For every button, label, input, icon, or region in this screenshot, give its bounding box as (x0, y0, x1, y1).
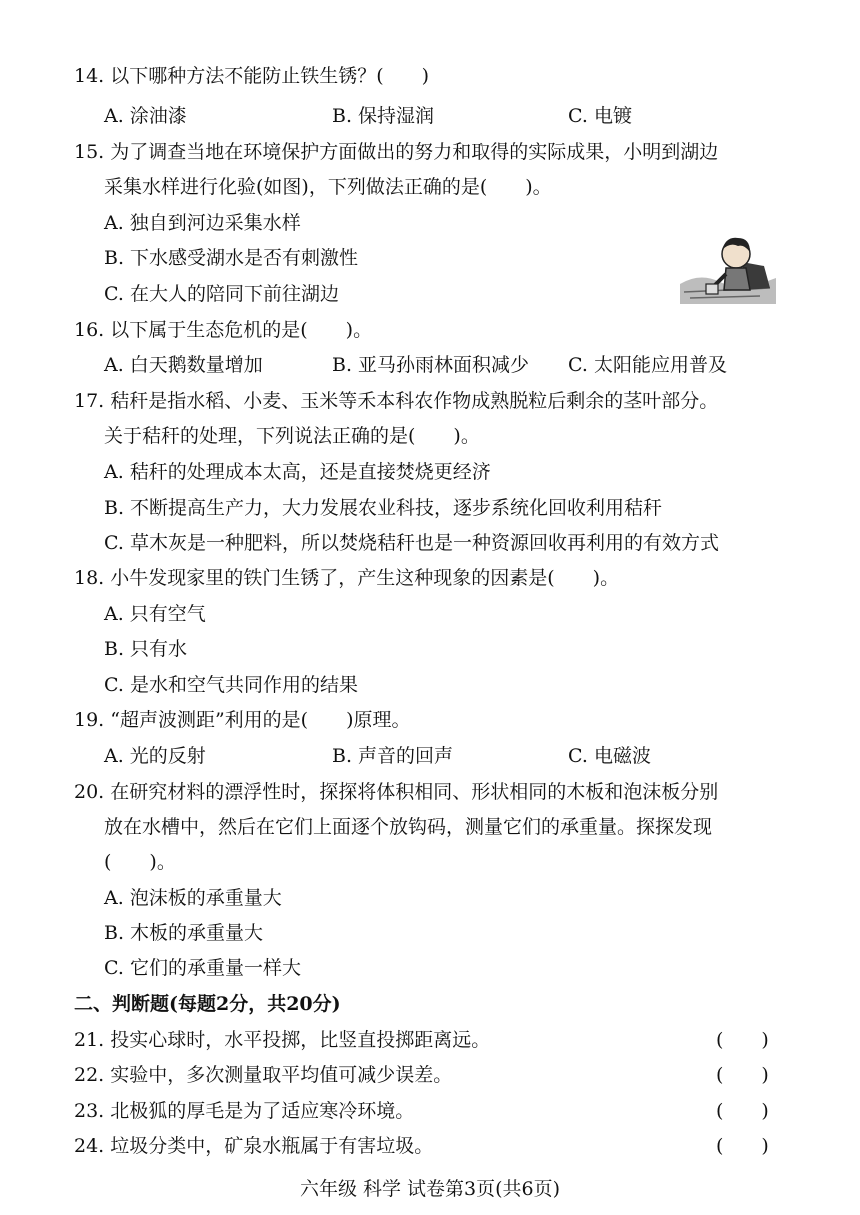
q18-option-b: B. 只有水 (104, 638, 188, 660)
q16-option-a: A. 白天鹅数量增加 (104, 354, 263, 376)
q17-stem-line1: 17. 秸秆是指水稻、小麦、玉米等禾本科农作物成熟脱粒后剩余的茎叶部分。 (74, 390, 719, 412)
q20-option-a: A. 泡沫板的承重量大 (104, 887, 282, 909)
q19-option-a: A. 光的反射 (104, 745, 206, 767)
q20-stem-line2: 放在水槽中，然后在它们上面逐个放钩码，测量它们的承重量。探探发现 (104, 816, 713, 838)
q20-option-b: B. 木板的承重量大 (104, 922, 264, 944)
q16-stem: 16. 以下属于生态危机的是( )。 (74, 319, 373, 341)
q19-option-b: B. 声音的回声 (332, 745, 454, 767)
section-2-title: 二、判断题(每题2分，共20分) (74, 993, 341, 1015)
q23-answer-blank[interactable]: ( ) (716, 1100, 769, 1122)
page-footer: 六年级 科学 试卷第3页(共6页) (299, 1178, 561, 1200)
q19-options (104, 743, 804, 769)
q21-answer-blank[interactable]: ( ) (716, 1029, 769, 1051)
q19-stem: 19. “超声波测距”利用的是( )原理。 (74, 709, 411, 731)
q24-answer-blank[interactable]: ( ) (716, 1135, 769, 1157)
q15-option-b: B. 下水感受湖水是否有刺激性 (104, 247, 359, 269)
q17-option-c: C. 草木灰是一种肥料，所以焚烧秸秆也是一种资源回收再利用的有效方式 (104, 532, 719, 554)
q19-option-c: C. 电磁波 (568, 745, 651, 767)
q17-stem-line2: 关于秸秆的处理，下列说法正确的是( )。 (104, 425, 480, 447)
q15-option-c: C. 在大人的陪同下前往湖边 (104, 283, 339, 305)
q20-stem-line1: 20. 在研究材料的漂浮性时，探探将体积相同、形状相同的木板和泡沫板分别 (74, 781, 719, 803)
q18-option-a: A. 只有空气 (104, 603, 206, 625)
q23-statement: 23. 北极狐的厚毛是为了适应寒冷环境。 (74, 1100, 415, 1122)
q17-option-a: A. 秸秆的处理成本太高，还是直接焚烧更经济 (104, 461, 491, 483)
q14-stem: 14. 以下哪种方法不能防止铁生锈？( ) (74, 65, 430, 87)
q16-options (104, 352, 804, 378)
q18-stem: 18. 小牛发现家里的铁门生锈了，产生这种现象的因素是( )。 (74, 567, 620, 589)
q21-statement: 21. 投实心球时，水平投掷，比竖直投掷距离远。 (74, 1029, 491, 1051)
q14-option-c: C. 电镀 (568, 105, 632, 127)
q18-option-c: C. 是水和空气共同作用的结果 (104, 674, 358, 696)
q20-option-c: C. 它们的承重量一样大 (104, 957, 301, 979)
q24-statement: 24. 垃圾分类中，矿泉水瓶属于有害垃圾。 (74, 1135, 434, 1157)
q15-stem-line2: 采集水样进行化验(如图)，下列做法正确的是( )。 (104, 176, 552, 198)
q22-answer-blank[interactable]: ( ) (716, 1064, 769, 1086)
q15-stem-line1: 15. 为了调查当地在环境保护方面做出的努力和取得的实际成果，小明到湖边 (74, 141, 719, 163)
q14-option-a: A. 涂油漆 (104, 105, 187, 127)
q22-statement: 22. 实验中，多次测量取平均值可减少误差。 (74, 1064, 453, 1086)
q15-option-a: A. 独自到河边采集水样 (104, 212, 301, 234)
q16-option-c: C. 太阳能应用普及 (568, 354, 727, 376)
q14-option-b: B. 保持湿润 (332, 105, 435, 127)
boy-sampling-water-icon (680, 232, 776, 304)
q20-stem-line3: ( )。 (104, 851, 176, 873)
q16-option-b: B. 亚马孙雨林面积减少 (332, 354, 530, 376)
q17-option-b: B. 不断提高生产力，大力发展农业科技，逐步系统化回收利用秸秆 (104, 497, 663, 519)
q14-options (104, 103, 804, 129)
